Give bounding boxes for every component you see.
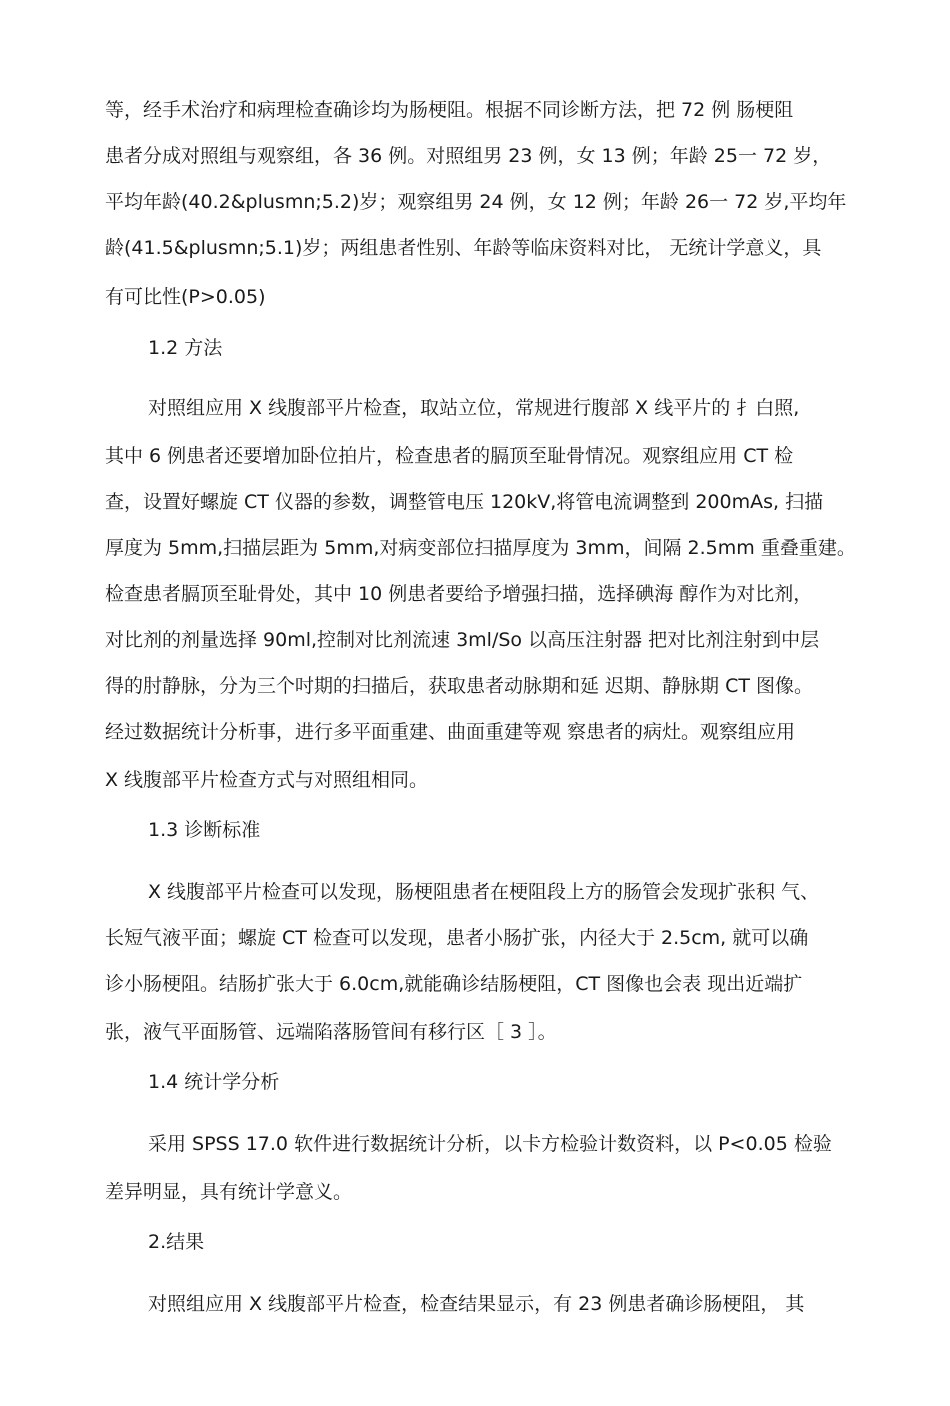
text-line-13: 得的肘静脉，分为三个吋期的扫描后，获取患者动脉期和延 迟期、静脉期 CT 图像。 [105,675,813,697]
text-line-11: 检查患者膈顶至耻骨处，其中 10 例患者要给予增强扫描，选择碘海 醇作为对比剂， [105,583,813,605]
text-line-25: 对照组应用 X 线腹部平片检查，检查结果显示，有 23 例患者确诊肠梗阻， 其 [148,1293,805,1315]
text-line-22: 采用 SPSS 17.0 软件进行数据统计分析，以卡方检验计数资料，以 P<0.05 检验 [148,1133,832,1155]
text-line-15: X 线腹部平片检查方式与对照组相同。 [105,769,429,791]
text-line-9: 查，设置好螺旋 CT 仪器的参数，调整管电压 120kV,将管电流调整到 200mAs, 扫描 [105,491,824,513]
text-line-20: 张，液气平面肠管、远端陷落肠管间有移行区［ 3 ］。 [105,1021,557,1043]
section-heading-1-3: 1.3 诊断标准 [148,819,261,841]
text-line-3: 平均年龄(40.2&plusmn;5.2)岁；观察组男 24 例，女 12 例；年龄 26一 72 岁,平均年 [105,191,847,213]
text-line-10: 厚度为 5mm,扫描层距为 5mm,对病变部位扫描厚度为 3mm，间隔 2.5mm 重叠重建。 [105,537,856,559]
section-heading-2: 2.结果 [148,1231,205,1253]
text-line-7: 对照组应用 X 线腹部平片检查，取站立位，常规进行腹部 X 线平片的 扌白照, [148,397,800,419]
text-line-8: 其中 6 例患者还要增加卧位拍片，检查患者的膈顶至耻骨情况。观察组应用 CT 检 [105,445,794,467]
text-line-14: 经过数据统计分析事，进行多平面重建、曲面重建等观 察患者的病灶。观察组应用 [105,721,796,743]
text-line-17: X 线腹部平片检查可以发现，肠梗阻患者在梗阻段上方的肠管会发现扩张积 气、 [148,881,820,903]
section-heading-1-2: 1.2 方法 [148,337,223,359]
text-line-2: 患者分成对照组与观察组，各 36 例。对照组男 23 例，女 13 例；年龄 25一 72 岁， [105,145,832,167]
text-line-12: 对比剂的剂量选择 90ml,控制对比剂流速 3ml/So 以高压注射器 把对比剂注射到中层 [105,629,820,651]
section-heading-1-4: 1.4 统计学分析 [148,1071,280,1093]
text-line-4: 龄(41.5&plusmn;5.1)岁；两组患者性别、年龄等临床资料对比， 无统计学意义，具 [105,237,822,259]
text-line-23: 差异明显，具有统计学意义。 [105,1181,353,1203]
text-line-19: 诊小肠梗阻。结肠扩张大于 6.0cm,就能确诊结肠梗阻，CT 图像也会表 现出近端扩 [105,973,803,995]
text-line-1: 等，经手术治疗和病理检查确诊均为肠梗阻。根据不同诊断方法，把 72 例 肠梗阻 [105,99,794,121]
text-line-5: 有可比性(P>0.05) [105,286,266,308]
text-line-18: 长短气液平面；螺旋 CT 检查可以发现，患者小肠扩张，内径大于 2.5cm, 就可以确 [105,927,809,949]
